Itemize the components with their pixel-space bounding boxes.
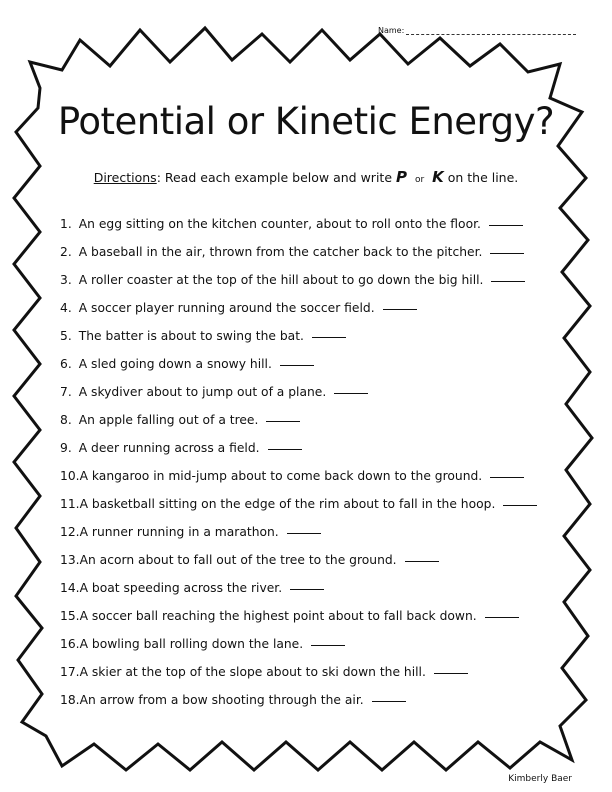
question-item (60, 462, 560, 490)
question-item (60, 602, 560, 630)
question-item (60, 434, 560, 462)
answer-blank[interactable] (490, 476, 524, 478)
question-item (60, 490, 560, 518)
question-text: An acorn about to fall out of the tree to the ground. (79, 553, 397, 567)
directions-or: or (414, 175, 425, 185)
answer-blank[interactable] (266, 420, 300, 422)
question-number: 5. (60, 329, 72, 343)
question-item (60, 294, 560, 322)
directions-p: P (395, 168, 407, 186)
answer-blank[interactable] (290, 588, 324, 590)
answer-blank[interactable] (434, 672, 468, 674)
question-text: An apple falling out of a tree. (78, 413, 259, 427)
answer-blank[interactable] (287, 532, 321, 534)
question-text: A boat speeding across the river. (79, 581, 283, 595)
name-label: Name: (378, 26, 405, 35)
question-text: A roller coaster at the top of the hill about to go down the big hill. (78, 273, 484, 287)
question-item (60, 238, 560, 266)
question-number: 8. (60, 413, 72, 427)
question-item (60, 350, 560, 378)
question-text: A soccer player running around the soccer field. (78, 301, 375, 315)
question-number: 7. (60, 385, 72, 399)
question-number: 11. (60, 497, 80, 511)
question-text: A runner running in a marathon. (79, 525, 279, 539)
question-text: A soccer ball reaching the highest point about to fall back down. (79, 609, 477, 623)
question-text: A deer running across a field. (78, 441, 260, 455)
answer-blank[interactable] (312, 336, 346, 338)
question-text: An arrow from a bow shooting through the air. (79, 693, 364, 707)
answer-blank[interactable] (280, 364, 314, 366)
question-number: 10. (60, 469, 80, 483)
answer-blank[interactable] (485, 616, 519, 618)
question-item (60, 518, 560, 546)
question-text: An egg sitting on the kitchen counter, about to roll onto the floor. (78, 217, 481, 231)
question-number: 6. (60, 357, 72, 371)
question-number: 12. (60, 525, 80, 539)
directions (60, 168, 552, 186)
question-number: 18. (60, 693, 80, 707)
question-list (60, 210, 560, 714)
question-text: A sled going down a snowy hill. (78, 357, 272, 371)
answer-blank[interactable] (268, 448, 302, 450)
question-number: 3. (60, 273, 72, 287)
question-number: 15. (60, 609, 80, 623)
answer-blank[interactable] (405, 560, 439, 562)
question-item (60, 210, 560, 238)
answer-blank[interactable] (334, 392, 368, 394)
answer-blank[interactable] (503, 504, 537, 506)
answer-blank[interactable] (490, 252, 524, 254)
question-number: 14. (60, 581, 80, 595)
question-number: 1. (60, 217, 72, 231)
author-credit: Kimberly Baer (508, 774, 572, 784)
question-number: 2. (60, 245, 72, 259)
directions-k: K (432, 168, 444, 186)
question-item (60, 630, 560, 658)
question-text: A kangaroo in mid-jump about to come back down to the ground. (79, 469, 483, 483)
question-item (60, 322, 560, 350)
answer-blank[interactable] (311, 644, 345, 646)
directions-text-after: on the line. (443, 170, 519, 185)
question-item (60, 574, 560, 602)
answer-blank[interactable] (489, 224, 523, 226)
answer-blank[interactable] (383, 308, 417, 310)
question-item (60, 686, 560, 714)
question-number: 13. (60, 553, 80, 567)
directions-label: Directions (93, 170, 157, 185)
question-text: A skydiver about to jump out of a plane. (78, 385, 327, 399)
directions-text-before: : Read each example below and write (156, 170, 396, 185)
question-text: A bowling ball rolling down the lane. (79, 637, 304, 651)
worksheet-title: Potential or Kinetic Energy? (57, 100, 555, 143)
answer-blank[interactable] (372, 700, 406, 702)
question-item (60, 406, 560, 434)
answer-blank[interactable] (491, 280, 525, 282)
question-number: 17. (60, 665, 80, 679)
question-item (60, 378, 560, 406)
question-text: The batter is about to swing the bat. (78, 329, 304, 343)
question-text: A skier at the top of the slope about to ski down the hill. (79, 665, 426, 679)
question-item (60, 266, 560, 294)
question-item (60, 546, 560, 574)
question-number: 9. (60, 441, 72, 455)
question-text: A baseball in the air, thrown from the catcher back to the pitcher. (78, 245, 483, 259)
question-text: A basketball sitting on the edge of the rim about to fall in the hoop. (79, 497, 496, 511)
question-item (60, 658, 560, 686)
question-number: 4. (60, 301, 72, 315)
question-number: 16. (60, 637, 80, 651)
